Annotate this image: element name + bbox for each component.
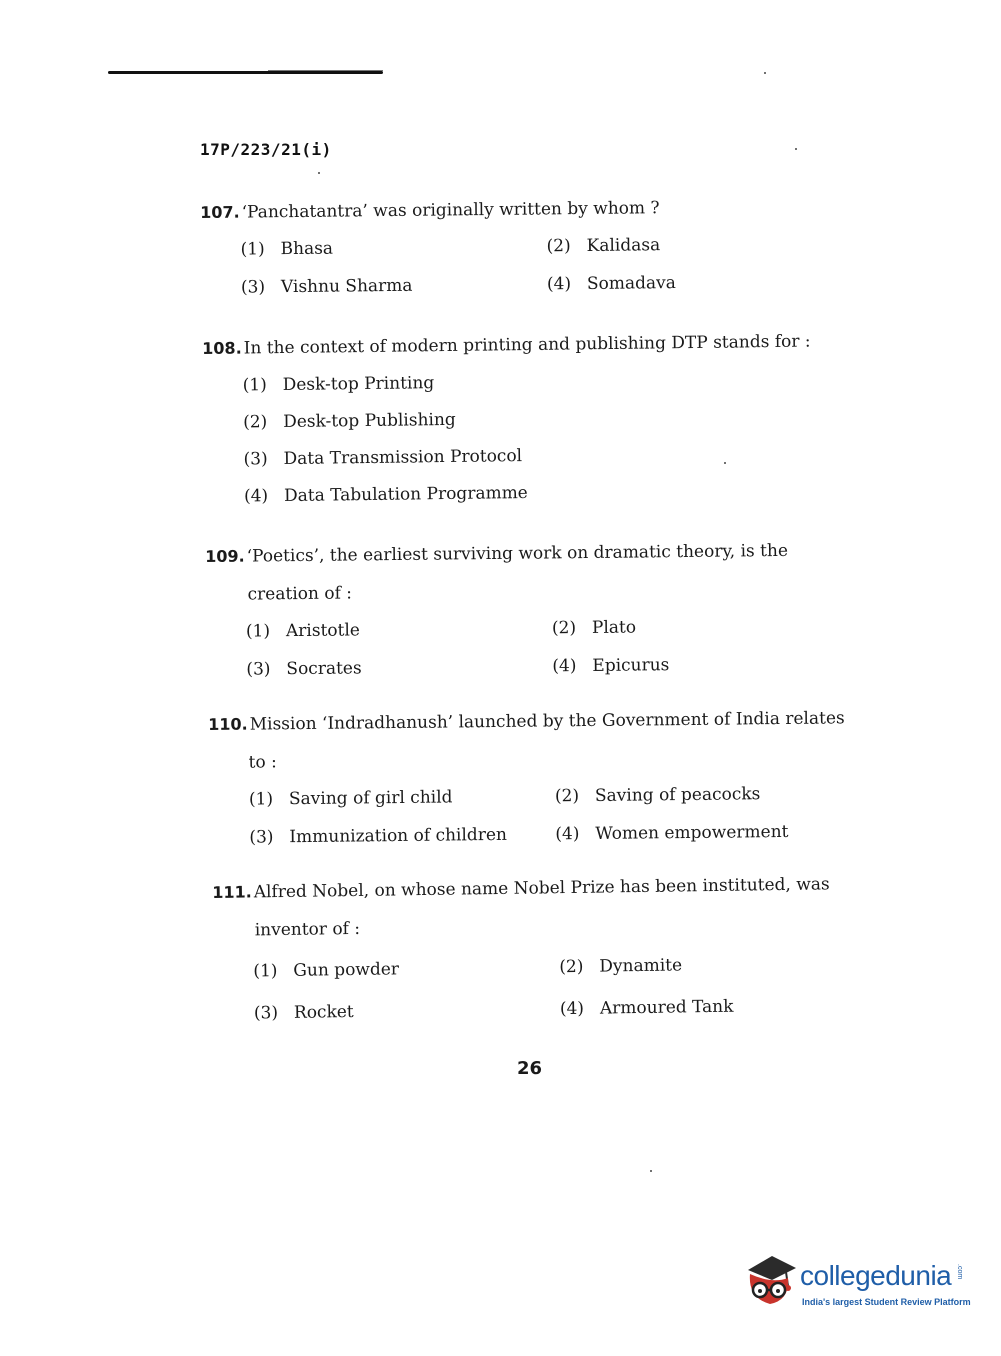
option-text: Saving of peacocks bbox=[594, 784, 761, 806]
question-number: 109. bbox=[205, 546, 245, 566]
option-3 bbox=[254, 993, 560, 1029]
scan-speck bbox=[650, 1170, 652, 1172]
question-stem-continued: creation of : bbox=[247, 583, 353, 605]
option-number: (4) bbox=[559, 998, 585, 1020]
option-text: Vishnu Sharma bbox=[280, 275, 413, 298]
mascot-icon bbox=[742, 1248, 798, 1308]
logo-domain-suffix: .com bbox=[956, 1264, 963, 1280]
option-number: (4) bbox=[552, 656, 577, 677]
option-text: Saving of girl child bbox=[288, 787, 453, 810]
option-3 bbox=[241, 268, 547, 303]
option-number: (2) bbox=[559, 956, 584, 978]
option-number: (1) bbox=[248, 789, 274, 810]
question-text: In the context of modern printing and publishing DTP stands for : bbox=[243, 331, 811, 359]
option-number: (3) bbox=[246, 659, 271, 680]
option-number: (3) bbox=[249, 827, 274, 848]
question-108 bbox=[202, 322, 844, 516]
question-text: ‘Poetics’, the earliest surviving work on dramatic theory, is the bbox=[246, 540, 789, 567]
option-3 bbox=[249, 818, 555, 853]
option-text: Immunization of children bbox=[289, 824, 508, 848]
option-2 bbox=[555, 777, 855, 812]
option-4 bbox=[555, 815, 855, 850]
option-1 bbox=[240, 230, 546, 265]
question-stem-continued: inventor of : bbox=[254, 918, 361, 941]
option-text: Data Transmission Protocol bbox=[283, 446, 523, 470]
option-2 bbox=[552, 609, 852, 644]
option-text: Desk-top Printing bbox=[282, 373, 435, 396]
question-text: Mission ‘Indradhanush’ launched by the Government of India relates bbox=[249, 708, 845, 735]
option-text: Women empowerment bbox=[595, 821, 789, 844]
option-text: Armoured Tank bbox=[599, 996, 734, 1019]
option-text: Plato bbox=[591, 617, 637, 638]
option-number: (4) bbox=[243, 486, 269, 507]
options bbox=[240, 227, 841, 303]
option-4 bbox=[547, 265, 847, 300]
collegedunia-logo[interactable] bbox=[742, 1248, 972, 1312]
logo-brand-name: collegedunia bbox=[800, 1260, 952, 1291]
option-1 bbox=[246, 612, 552, 647]
option-number: (1) bbox=[242, 375, 267, 396]
option-number: (2) bbox=[554, 786, 580, 807]
options bbox=[242, 360, 844, 515]
options bbox=[253, 947, 854, 1029]
option-text: Data Tabulation Programme bbox=[283, 483, 528, 507]
logo-tagline: India's largest Student Review Platform bbox=[802, 1297, 971, 1307]
question-number: 108. bbox=[202, 338, 242, 358]
option-number: (2) bbox=[551, 618, 577, 639]
option-4 bbox=[244, 471, 844, 515]
option-text: Aristotle bbox=[285, 620, 361, 642]
option-4 bbox=[552, 647, 852, 682]
question-stem bbox=[205, 531, 845, 576]
question-text: ‘Panchatantra’ was originally written by whom ? bbox=[241, 198, 660, 223]
top-rule-line bbox=[108, 71, 383, 74]
option-2 bbox=[546, 227, 846, 262]
question-stem bbox=[200, 187, 840, 232]
question-text: Alfred Nobel, on whose name Nobel Prize has been instituted, was bbox=[253, 874, 830, 903]
question-111 bbox=[212, 865, 854, 1030]
scan-speck bbox=[795, 148, 797, 150]
question-stem bbox=[208, 699, 848, 744]
paper-code: 17P/223/21(i) bbox=[200, 140, 332, 159]
option-text: Rocket bbox=[293, 1002, 354, 1023]
scan-speck bbox=[318, 172, 320, 174]
option-text: Desk-top Publishing bbox=[283, 409, 456, 433]
option-1 bbox=[249, 780, 555, 815]
option-text: Dynamite bbox=[599, 955, 683, 977]
option-number: (3) bbox=[243, 449, 268, 470]
option-2 bbox=[559, 947, 859, 983]
option-number: (1) bbox=[240, 239, 265, 260]
question-number: 111. bbox=[212, 882, 252, 902]
option-number: (2) bbox=[243, 412, 268, 433]
option-1 bbox=[253, 951, 559, 987]
question-109 bbox=[205, 531, 847, 686]
option-text: Gun powder bbox=[293, 959, 400, 981]
question-number: 110. bbox=[208, 714, 248, 734]
option-number: (3) bbox=[240, 277, 266, 298]
option-3 bbox=[246, 650, 552, 685]
page-number: 26 bbox=[517, 1058, 543, 1079]
option-number: (2) bbox=[546, 236, 571, 257]
question-110 bbox=[208, 699, 850, 854]
option-number: (1) bbox=[245, 621, 271, 642]
question-107 bbox=[200, 187, 841, 304]
option-number: (3) bbox=[253, 1003, 279, 1024]
question-number: 107. bbox=[200, 202, 240, 222]
question-stem-continued: to : bbox=[248, 752, 277, 773]
option-number: (4) bbox=[555, 824, 580, 845]
option-4 bbox=[560, 989, 860, 1025]
option-text: Kalidasa bbox=[586, 235, 661, 256]
option-text: Socrates bbox=[286, 658, 362, 680]
option-number: (1) bbox=[253, 961, 278, 982]
options bbox=[249, 777, 850, 853]
scan-speck bbox=[764, 72, 766, 74]
options bbox=[246, 609, 847, 685]
option-text: Somadava bbox=[586, 273, 676, 294]
option-number: (4) bbox=[546, 274, 572, 295]
option-text: Epicurus bbox=[592, 655, 670, 676]
option-text: Bhasa bbox=[280, 238, 334, 260]
